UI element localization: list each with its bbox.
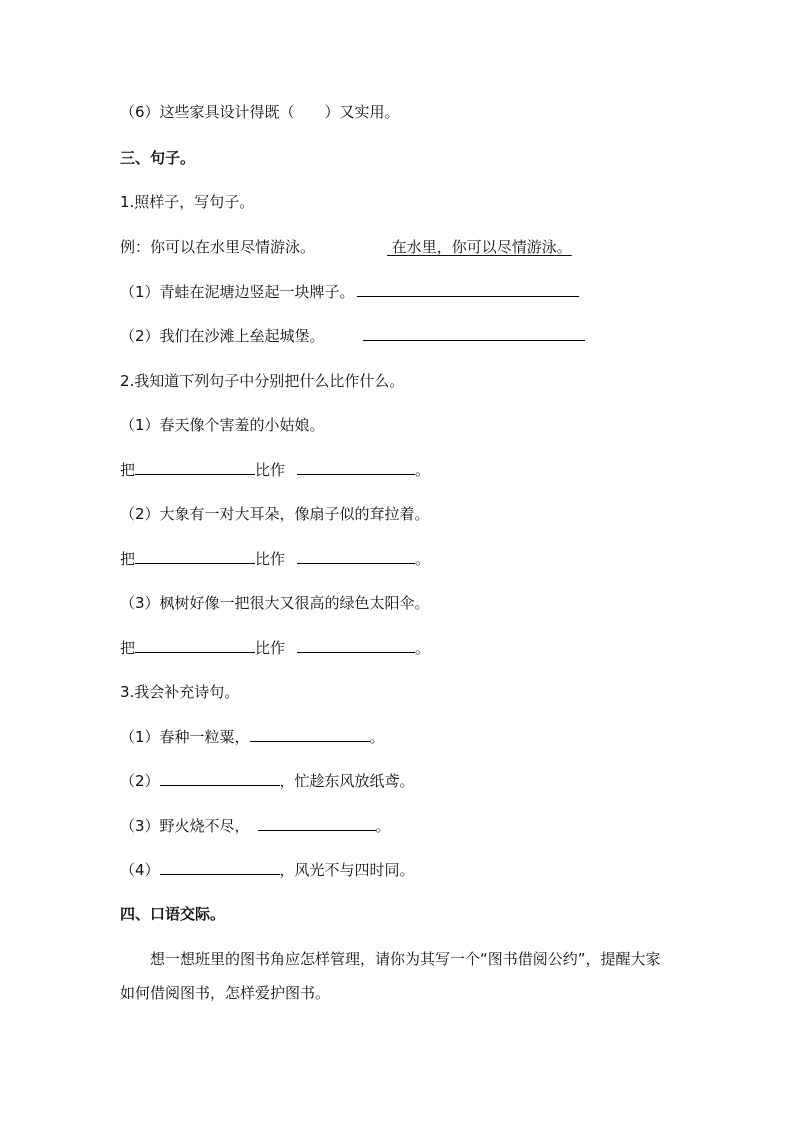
task-2-answer-1 [120, 460, 430, 480]
period: 。 [415, 550, 431, 568]
item-text: （2）我们在沙滩上垒起城堡。 [120, 327, 325, 345]
answer-blank[interactable] [135, 638, 255, 653]
answer-blank[interactable] [363, 326, 585, 341]
example-sentence: 例：你可以在水里尽情游泳。 [120, 238, 316, 256]
answer-blank[interactable] [135, 460, 255, 475]
oral-communication-paragraph [120, 942, 668, 1010]
section-4-heading: 四、口语交际。 [120, 905, 226, 923]
question-6: （6）这些家具设计得既（ ）又实用。 [120, 103, 400, 121]
period: 。 [415, 639, 431, 657]
task-1-heading: 1.照样子，写句子。 [120, 193, 255, 211]
oral-text: 想一想班里的图书角应怎样管理，请你为其写一个“图书借阅公约”，提醒大家如何借阅图书，怎样爱护图书。 [120, 950, 661, 1002]
task-2-answer-2 [120, 549, 430, 569]
poem-text: ，风光不与四时同。 [279, 861, 415, 879]
answer-blank[interactable] [135, 549, 255, 564]
task-2-item-1: （1）春天像个害羞的小姑娘。 [120, 416, 325, 434]
ba-label: 把 [120, 550, 136, 568]
poem-text: ，忙趁东风放纸鸢。 [279, 772, 415, 790]
bizuo-label: 比作 [255, 550, 286, 568]
task-3-item-4 [120, 860, 415, 880]
ba-label: 把 [120, 461, 136, 479]
item-number: （2） [120, 772, 160, 790]
task-3-item-3 [120, 816, 391, 836]
ba-label: 把 [120, 639, 136, 657]
task-2-heading: 2.我知道下列句子中分别把什么比作什么。 [120, 372, 405, 390]
answer-blank[interactable] [297, 460, 415, 475]
item-number: （4） [120, 861, 160, 879]
item-text: （1）青蛙在泥塘边竖起一块牌子。 [120, 283, 355, 301]
section-3-heading: 三、句子。 [120, 149, 196, 167]
example-line [120, 237, 572, 257]
task-2-answer-3 [120, 638, 430, 658]
period: 。 [369, 728, 385, 746]
answer-blank[interactable] [160, 771, 280, 786]
task-2-item-3: （3）枫树好像一把很大又很高的绿色太阳伞。 [120, 594, 430, 612]
example-answer: 在水里，你可以尽情游泳。 [387, 238, 572, 256]
poem-text: （3）野火烧不尽， [120, 817, 250, 835]
task-3-item-1 [120, 727, 385, 747]
bizuo-label: 比作 [255, 639, 286, 657]
answer-blank[interactable] [258, 816, 376, 831]
task-1-item-2 [120, 326, 585, 346]
answer-blank[interactable] [160, 860, 280, 875]
answer-blank[interactable] [297, 638, 415, 653]
answer-blank[interactable] [357, 282, 579, 297]
period: 。 [415, 461, 431, 479]
task-3-item-2 [120, 771, 415, 791]
answer-blank[interactable] [250, 727, 370, 742]
task-3-heading: 3.我会补充诗句。 [120, 683, 240, 701]
period: 。 [375, 817, 391, 835]
task-1-item-1 [120, 282, 579, 302]
task-2-item-2: （2）大象有一对大耳朵，像扇子似的耷拉着。 [120, 505, 430, 523]
bizuo-label: 比作 [255, 461, 286, 479]
answer-blank[interactable] [297, 549, 415, 564]
poem-text: （1）春种一粒粟， [120, 728, 250, 746]
